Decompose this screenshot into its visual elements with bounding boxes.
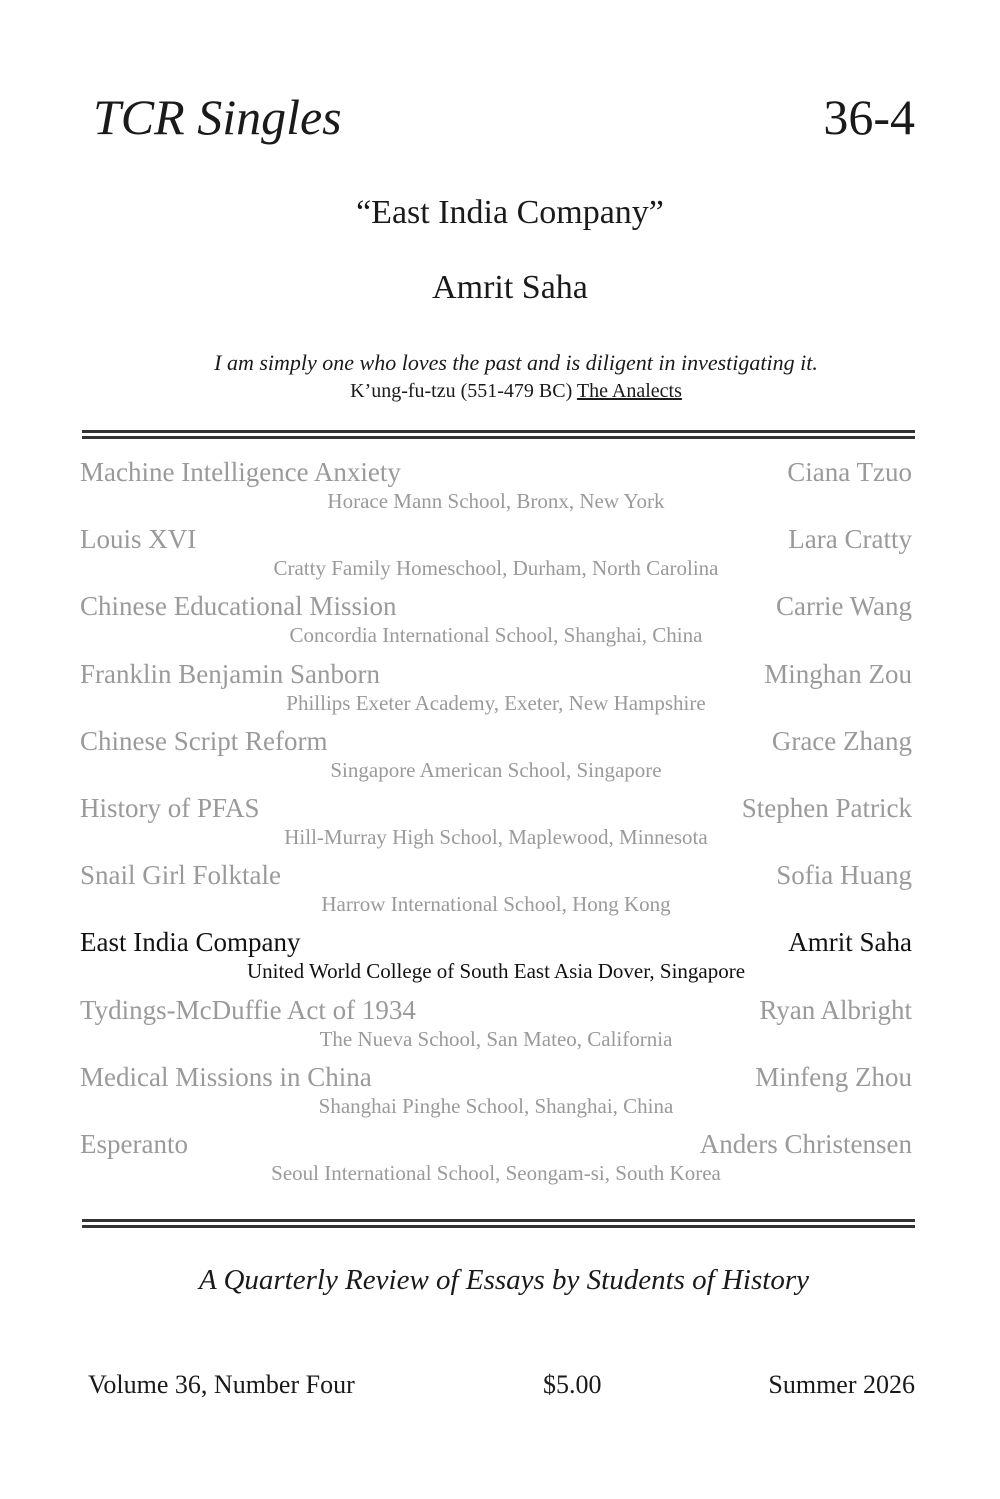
entry-school: Harrow International School, Hong Kong bbox=[321, 892, 671, 917]
price: $5.00 bbox=[543, 1370, 602, 1399]
entry-author: Ciana Tzuo bbox=[787, 457, 912, 487]
entry-title: Chinese Script Reform bbox=[80, 725, 328, 756]
entry-title: Medical Missions in China bbox=[80, 1061, 372, 1092]
entry-author: Sofia Huang bbox=[776, 860, 912, 891]
issue-number: 36-4 bbox=[823, 89, 915, 145]
contents-entry bbox=[80, 1061, 912, 1128]
entry-school: Phillips Exeter Academy, Exeter, New Hampshire bbox=[286, 690, 706, 715]
entry-title: Snail Girl Folktale bbox=[80, 860, 281, 891]
contents-entry bbox=[80, 456, 912, 523]
contents-entry-current bbox=[80, 926, 912, 993]
epigraph-attribution: K’ung-fu-tzu (551-479 BC) bbox=[350, 380, 573, 402]
contents-entry bbox=[80, 725, 912, 792]
entry-school: Singapore American School, Singapore bbox=[330, 757, 662, 782]
contents-entry bbox=[80, 792, 912, 859]
entry-title: History of PFAS bbox=[80, 792, 260, 823]
epigraph-work: The Analects bbox=[576, 380, 682, 402]
entry-school: Seoul International School, Seongam-si, South Korea bbox=[271, 1160, 721, 1185]
entry-school: Cratty Family Homeschool, Durham, North Carolina bbox=[273, 556, 719, 581]
entry-author: Carrie Wang bbox=[775, 591, 912, 622]
entry-school: Horace Mann School, Bronx, New York bbox=[327, 489, 665, 513]
entry-title: Louis XVI bbox=[80, 524, 197, 555]
series-title: TCR Singles bbox=[93, 89, 342, 145]
contents-entry bbox=[80, 994, 912, 1061]
entry-author: Anders Christensen bbox=[699, 1128, 912, 1159]
entry-school: United World College of South East Asia Dover, Singapore bbox=[246, 959, 746, 984]
contents-entry bbox=[80, 658, 912, 725]
entry-school: Concordia International School, Shanghai, China bbox=[289, 623, 703, 648]
entry-author: Lara Cratty bbox=[788, 524, 912, 555]
entry-title: Franklin Benjamin Sanborn bbox=[80, 658, 380, 689]
entry-school: Shanghai Pinghe School, Shanghai, China bbox=[318, 1093, 674, 1118]
double-rule-top bbox=[82, 430, 915, 439]
double-rule-bottom bbox=[82, 1219, 915, 1228]
entry-title: Machine Intelligence Anxiety bbox=[80, 457, 401, 487]
entry-author: Minghan Zou bbox=[764, 658, 912, 689]
epigraph-quote: I am simply one who loves the past and is diligent in investigating it. bbox=[214, 350, 818, 375]
contents-entry bbox=[80, 523, 912, 590]
entry-school: Hill-Murray High School, Maplewood, Minnesota bbox=[284, 824, 708, 849]
essay-title: “East India Company” bbox=[356, 194, 664, 231]
entry-author: Ryan Albright bbox=[759, 994, 912, 1025]
entry-author: Minfeng Zhou bbox=[755, 1061, 912, 1092]
entry-author: Grace Zhang bbox=[771, 725, 912, 756]
epigraph-citation bbox=[16, 381, 1000, 401]
journal-tagline: A Quarterly Review of Essays by Students of History bbox=[199, 1264, 809, 1296]
contents-entry bbox=[80, 1128, 912, 1195]
entry-school: The Nueva School, San Mateo, California bbox=[319, 1026, 673, 1051]
entry-title: East India Company bbox=[80, 927, 301, 958]
contents-list bbox=[80, 456, 912, 1195]
contents-entry bbox=[80, 859, 912, 926]
entry-author: Amrit Saha bbox=[788, 927, 912, 958]
issue-season: Summer 2026 bbox=[768, 1370, 915, 1399]
entry-title: Tydings-McDuffie Act of 1934 bbox=[80, 994, 416, 1025]
essay-author: Amrit Saha bbox=[432, 269, 588, 306]
entry-title: Esperanto bbox=[80, 1128, 188, 1159]
volume-number: Volume 36, Number Four bbox=[88, 1370, 355, 1399]
entry-author: Stephen Patrick bbox=[741, 792, 912, 823]
contents-entry bbox=[80, 590, 912, 657]
entry-title: Chinese Educational Mission bbox=[80, 591, 397, 622]
